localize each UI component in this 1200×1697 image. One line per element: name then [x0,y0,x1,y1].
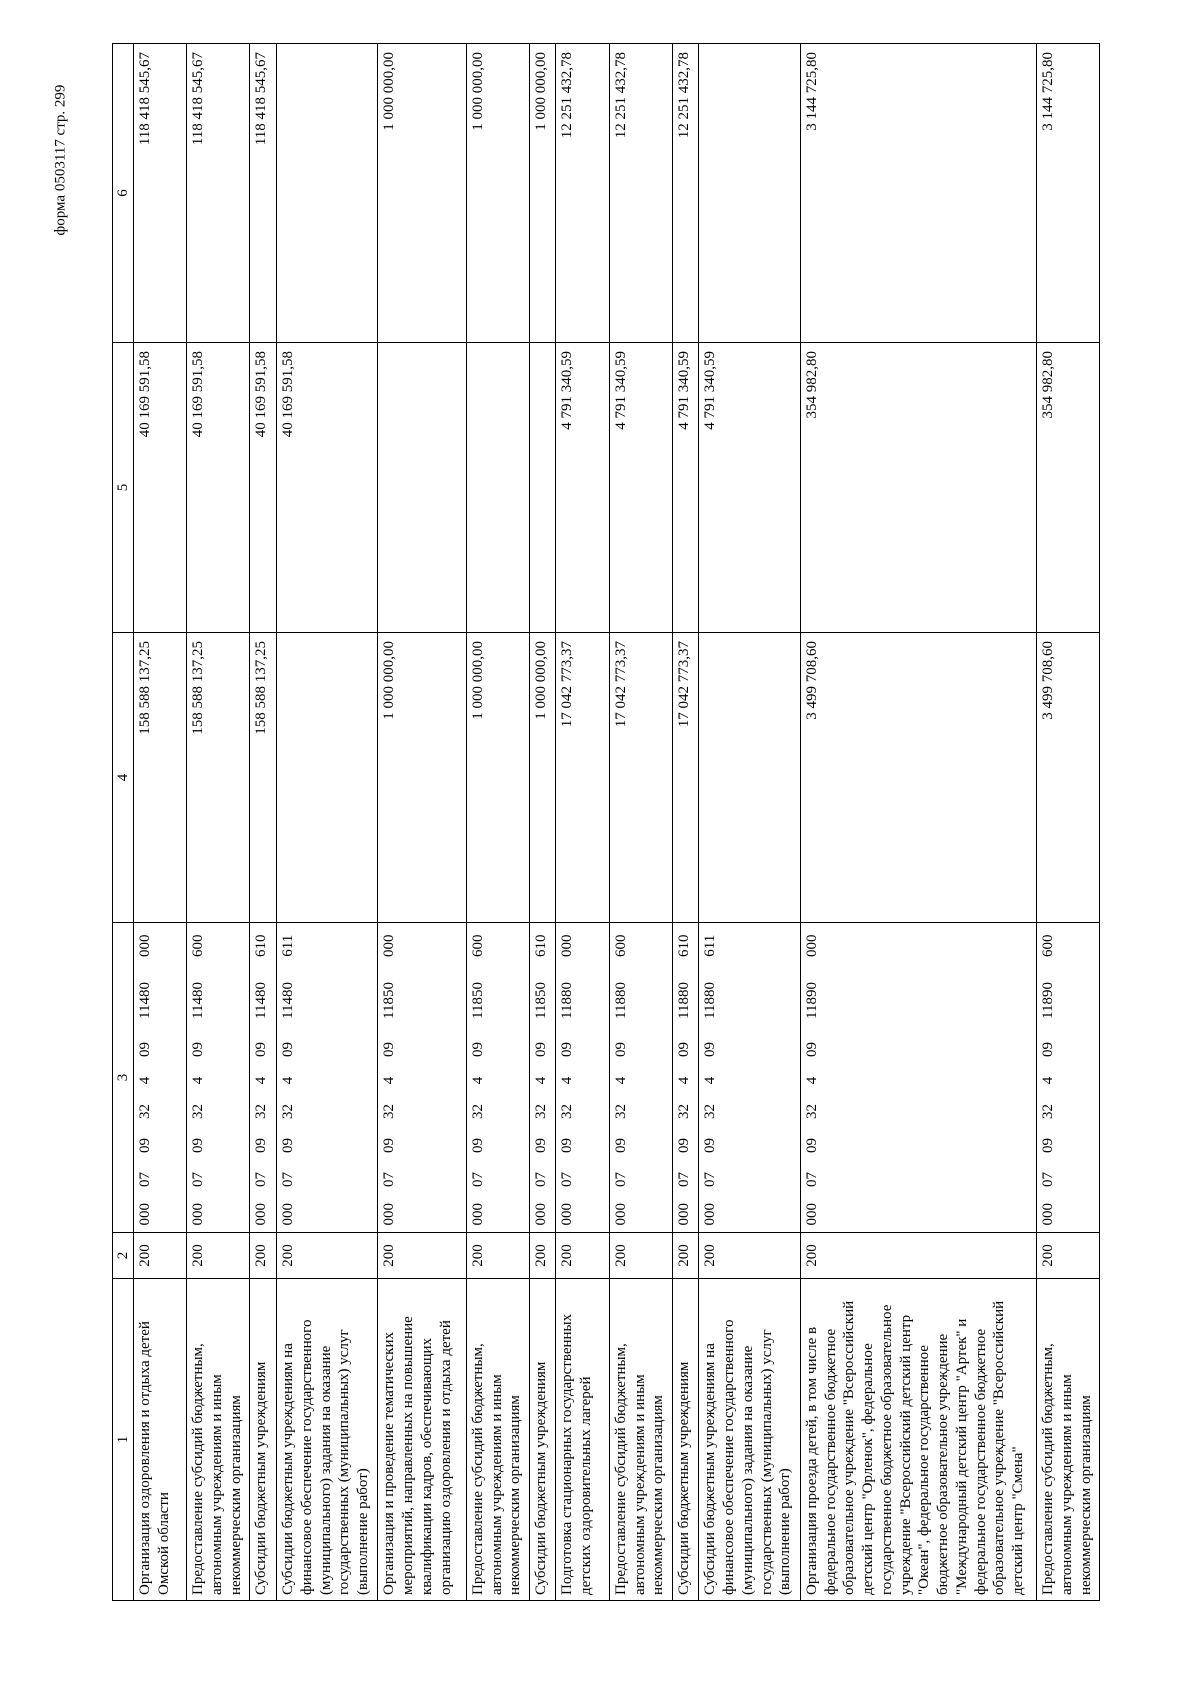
unexecuted-amount [277,44,378,343]
classification-code-part: 09 [609,1033,672,1067]
classification-code-part: 09 [378,1129,466,1163]
approved-amount: 1 000 000,00 [529,633,556,923]
row-name: Организация оздоровления и отдыха детей Омской области [134,1279,187,1601]
classification-code-part: 07 [378,1163,466,1197]
classification-code-part: 32 [609,1095,672,1129]
rotated-report-sheet [112,44,1100,1601]
classification-code-part: 610 [529,923,556,969]
row-code: 200 [800,1233,1036,1279]
approved-amount: 158 588 137,25 [134,633,187,923]
classification-code-part: 07 [672,1163,699,1197]
row-name: Организация и проведение тематических мероприятий, направленных на повышение квалификации кадров, обеспечивающих организацию оздоровления и отдыха детей [378,1279,466,1601]
table-row [672,44,699,1601]
classification-code-part: 11880 [609,969,672,1033]
unexecuted-amount: 118 418 545,67 [187,44,250,343]
classification-code-part: 09 [556,1033,609,1067]
classification-code-part: 07 [529,1163,556,1197]
classification-code-part: 09 [699,1129,800,1163]
row-code: 200 [672,1233,699,1279]
approved-amount: 17 042 773,37 [672,633,699,923]
unexecuted-amount: 12 251 432,78 [609,44,672,343]
row-code: 200 [529,1233,556,1279]
classification-code-part: 4 [250,1067,277,1095]
row-code: 200 [378,1233,466,1279]
classification-code-part: 000 [699,1197,800,1233]
executed-amount: 4 791 340,59 [699,343,800,633]
classification-code-part: 4 [609,1067,672,1095]
approved-amount: 17 042 773,37 [609,633,672,923]
classification-code-part: 11480 [277,969,378,1033]
classification-code-part: 07 [556,1163,609,1197]
row-name: Предоставление субсидий бюджетным, автономным учреждениям и иным некоммерческим организациям [1037,1279,1100,1601]
row-code: 200 [466,1233,529,1279]
unexecuted-amount: 118 418 545,67 [134,44,187,343]
classification-code-part: 09 [672,1129,699,1163]
unexecuted-amount: 1 000 000,00 [378,44,466,343]
approved-amount: 3 499 708,60 [800,633,1036,923]
row-name: Субсидии бюджетным учреждениям [250,1279,277,1601]
classification-code-part: 4 [1037,1067,1100,1095]
classification-code-part: 611 [699,923,800,969]
header-col-1: 1 [113,1279,134,1601]
classification-code-part: 07 [466,1163,529,1197]
classification-code-part: 09 [187,1129,250,1163]
table-header-row [113,44,134,1601]
table-row [466,44,529,1601]
classification-code-part: 32 [466,1095,529,1129]
classification-code-part: 07 [187,1163,250,1197]
executed-amount [466,343,529,633]
classification-code-part: 32 [378,1095,466,1129]
classification-code-part: 000 [800,923,1036,969]
classification-code-part: 32 [134,1095,187,1129]
classification-code-part: 32 [556,1095,609,1129]
classification-code-part: 000 [250,1197,277,1233]
row-code: 200 [699,1233,800,1279]
classification-code-part: 600 [187,923,250,969]
approved-amount: 1 000 000,00 [466,633,529,923]
classification-code-part: 09 [529,1129,556,1163]
table-row [187,44,250,1601]
executed-amount: 354 982,80 [800,343,1036,633]
classification-code-part: 611 [277,923,378,969]
classification-code-part: 07 [250,1163,277,1197]
classification-code-part: 4 [277,1067,378,1095]
unexecuted-amount: 3 144 725,80 [1037,44,1100,343]
row-code: 200 [134,1233,187,1279]
table-row [800,44,1036,1601]
classification-code-part: 4 [672,1067,699,1095]
form-reference [50,40,72,280]
classification-code-part: 11890 [1037,969,1100,1033]
row-name: Предоставление субсидий бюджетным, автономным учреждениям и иным некоммерческим организациям [187,1279,250,1601]
classification-code-part: 09 [1037,1033,1100,1067]
classification-code-part: 09 [250,1033,277,1067]
executed-amount: 4 791 340,59 [609,343,672,633]
row-name: Предоставление субсидий бюджетным, автономным учреждениям и иным некоммерческим организациям [609,1279,672,1601]
classification-code-part: 4 [378,1067,466,1095]
classification-code-part: 11880 [556,969,609,1033]
classification-code-part: 09 [699,1033,800,1067]
classification-code-part: 32 [277,1095,378,1129]
classification-code-part: 000 [672,1197,699,1233]
classification-code-part: 07 [1037,1163,1100,1197]
header-col-5: 5 [113,343,134,633]
approved-amount: 17 042 773,37 [556,633,609,923]
classification-code-part: 11480 [250,969,277,1033]
classification-code-part: 11880 [699,969,800,1033]
row-name: Субсидии бюджетным учреждениям [672,1279,699,1601]
classification-code-part: 07 [800,1163,1036,1197]
classification-code-part: 000 [529,1197,556,1233]
classification-code-part: 600 [1037,923,1100,969]
row-name: Субсидии бюджетным учреждениям [529,1279,556,1601]
classification-code-part: 4 [529,1067,556,1095]
classification-code-part: 000 [134,923,187,969]
approved-amount: 158 588 137,25 [187,633,250,923]
executed-amount: 40 169 591,58 [134,343,187,633]
classification-code-part: 11850 [378,969,466,1033]
classification-code-part: 09 [277,1033,378,1067]
table-row [609,44,672,1601]
classification-code-part: 32 [672,1095,699,1129]
row-code: 200 [609,1233,672,1279]
classification-code-part: 09 [187,1033,250,1067]
table-row [134,44,187,1601]
classification-code-part: 07 [277,1163,378,1197]
row-code: 200 [556,1233,609,1279]
unexecuted-amount: 1 000 000,00 [529,44,556,343]
table-row [556,44,609,1601]
row-name: Предоставление субсидий бюджетным, автономным учреждениям и иным некоммерческим организациям [466,1279,529,1601]
unexecuted-amount: 12 251 432,78 [556,44,609,343]
classification-code-part: 09 [134,1033,187,1067]
unexecuted-amount [699,44,800,343]
classification-code-part: 000 [556,1197,609,1233]
row-code: 200 [277,1233,378,1279]
executed-amount [529,343,556,633]
classification-code-part: 09 [134,1129,187,1163]
table-row [277,44,378,1601]
classification-code-part: 11480 [134,969,187,1033]
budget-execution-table [112,43,1100,1601]
classification-code-part: 000 [378,1197,466,1233]
unexecuted-amount: 3 144 725,80 [800,44,1036,343]
classification-code-part: 4 [556,1067,609,1095]
classification-code-part: 000 [466,1197,529,1233]
table-row [699,44,800,1601]
classification-code-part: 000 [378,923,466,969]
classification-code-part: 000 [1037,1197,1100,1233]
classification-code-part: 32 [1037,1095,1100,1129]
classification-code-part: 000 [277,1197,378,1233]
classification-code-part: 32 [529,1095,556,1129]
classification-code-part: 000 [800,1197,1036,1233]
row-name: Организация проезда детей, в том числе в федеральное государственное бюджетное образовательное учреждение "Всероссийский детский центр "Орленок", федеральное государственное бюджетное образовательное учреждение "Всероссийский детский центр "Океан", федеральное государственное бюджетное образовательное учреждение "Международный детский центр "Артек" и федеральное государственное бюджетное образовательное учреждение "Всероссийский детский центр "Смена" [800,1279,1036,1601]
classification-code-part: 000 [609,1197,672,1233]
classification-code-part: 11850 [466,969,529,1033]
classification-code-part: 07 [609,1163,672,1197]
classification-code-part: 32 [187,1095,250,1129]
executed-amount: 40 169 591,58 [250,343,277,633]
form-reference-text: форма 0503117 стр. 299 [52,84,69,236]
classification-code-part: 09 [800,1033,1036,1067]
classification-code-part: 32 [800,1095,1036,1129]
approved-amount: 3 499 708,60 [1037,633,1100,923]
classification-code-part: 07 [699,1163,800,1197]
table-row [250,44,277,1601]
classification-code-part: 09 [1037,1129,1100,1163]
classification-code-part: 000 [134,1197,187,1233]
classification-code-part: 600 [466,923,529,969]
table-row [529,44,556,1601]
table-row [378,44,466,1601]
classification-code-part: 09 [466,1033,529,1067]
table-row [1037,44,1100,1601]
unexecuted-amount: 12 251 432,78 [672,44,699,343]
row-name: Подготовка стационарных государственных детских оздоровительных лагерей [556,1279,609,1601]
classification-code-part: 09 [800,1129,1036,1163]
classification-code-part: 000 [556,923,609,969]
classification-code-part: 09 [556,1129,609,1163]
classification-code-part: 07 [134,1163,187,1197]
header-col-6: 6 [113,44,134,343]
classification-code-part: 11480 [187,969,250,1033]
classification-code-part: 4 [699,1067,800,1095]
classification-code-part: 11880 [672,969,699,1033]
row-code: 200 [1037,1233,1100,1279]
executed-amount: 4 791 340,59 [672,343,699,633]
row-name: Субсидии бюджетным учреждениям на финансовое обеспечение государственного (муниципального) задания на оказание государственных (муниципальных) услуг (выполнение работ) [699,1279,800,1601]
classification-code-part: 610 [672,923,699,969]
classification-code-part: 32 [699,1095,800,1129]
executed-amount [378,343,466,633]
classification-code-part: 09 [466,1129,529,1163]
header-col-2: 2 [113,1233,134,1279]
classification-code-part: 4 [800,1067,1036,1095]
executed-amount: 40 169 591,58 [187,343,250,633]
header-col-3: 3 [113,923,134,1233]
classification-code-part: 09 [250,1129,277,1163]
classification-code-part: 4 [134,1067,187,1095]
classification-code-part: 000 [187,1197,250,1233]
header-col-4: 4 [113,633,134,923]
classification-code-part: 600 [609,923,672,969]
classification-code-part: 11890 [800,969,1036,1033]
classification-code-part: 11850 [529,969,556,1033]
approved-amount [699,633,800,923]
classification-code-part: 09 [378,1033,466,1067]
executed-amount: 40 169 591,58 [277,343,378,633]
classification-code-part: 4 [466,1067,529,1095]
classification-code-part: 09 [529,1033,556,1067]
row-code: 200 [187,1233,250,1279]
classification-code-part: 32 [250,1095,277,1129]
classification-code-part: 610 [250,923,277,969]
approved-amount [277,633,378,923]
approved-amount: 158 588 137,25 [250,633,277,923]
unexecuted-amount: 1 000 000,00 [466,44,529,343]
executed-amount: 4 791 340,59 [556,343,609,633]
row-code: 200 [250,1233,277,1279]
classification-code-part: 4 [187,1067,250,1095]
executed-amount: 354 982,80 [1037,343,1100,633]
classification-code-part: 09 [672,1033,699,1067]
unexecuted-amount: 118 418 545,67 [250,44,277,343]
classification-code-part: 09 [609,1129,672,1163]
classification-code-part: 09 [277,1129,378,1163]
row-name: Субсидии бюджетным учреждениям на финансовое обеспечение государственного (муниципального) задания на оказание государственных (муниципальных) услуг (выполнение работ) [277,1279,378,1601]
approved-amount: 1 000 000,00 [378,633,466,923]
